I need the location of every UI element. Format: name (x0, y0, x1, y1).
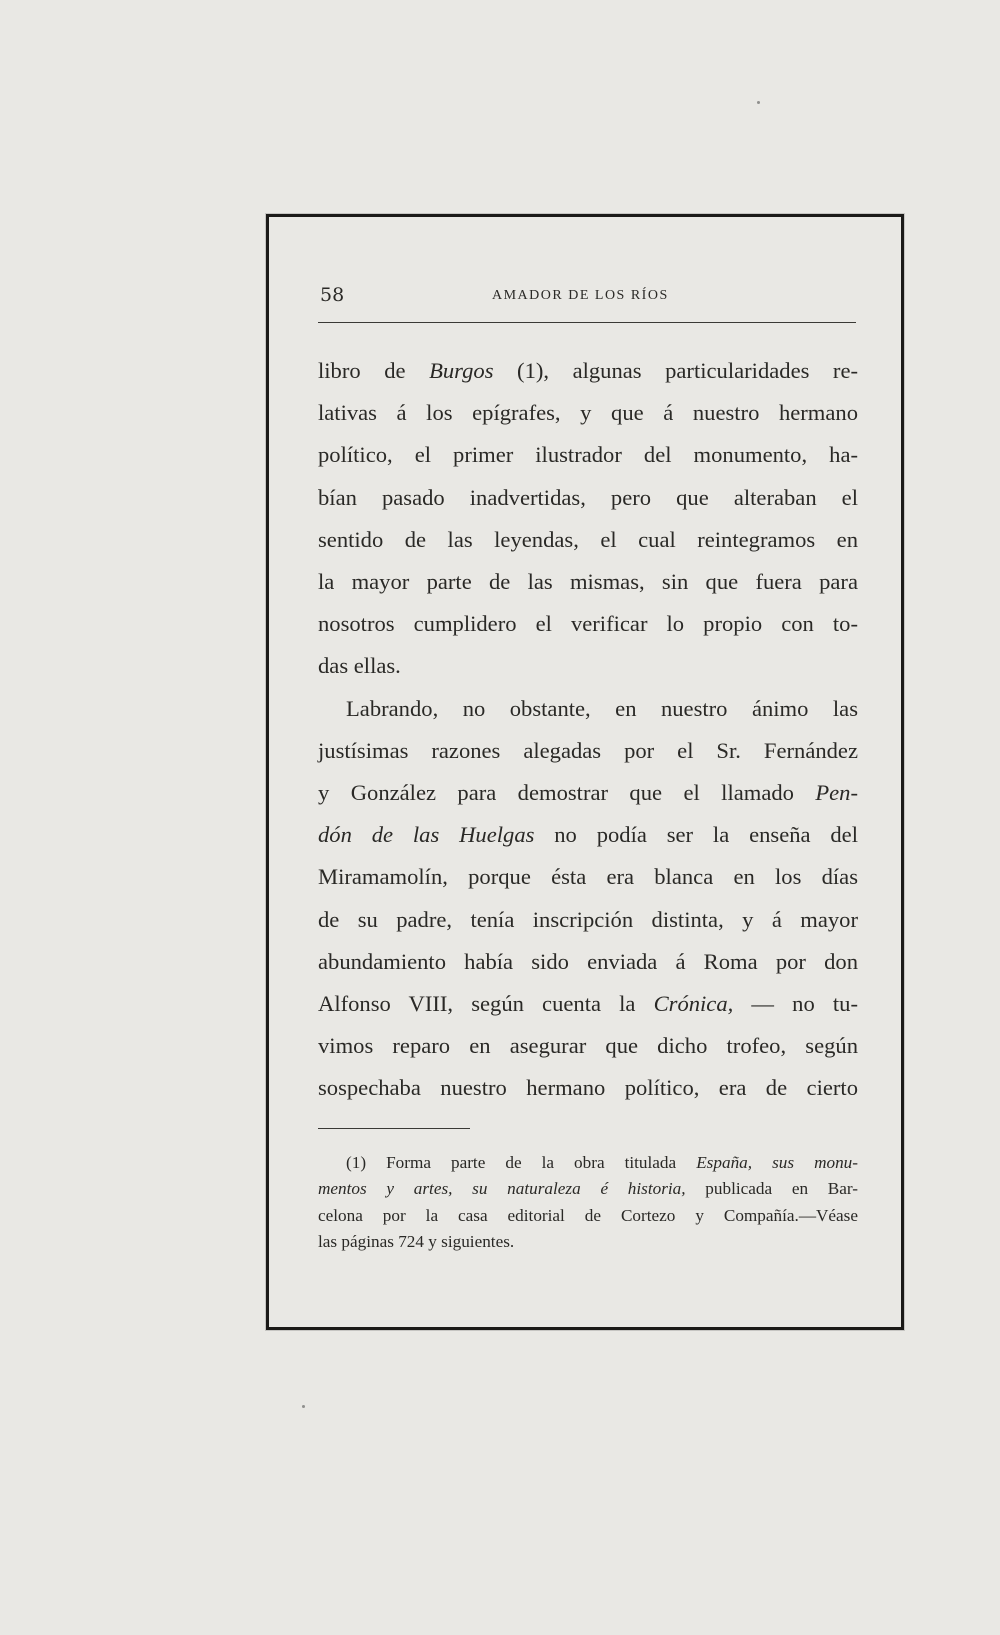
text-line (318, 730, 858, 772)
text-run: vimos reparo en asegurar que dicho trofeo, según (318, 1033, 858, 1059)
text-line (318, 392, 858, 434)
text-run: libro de (318, 358, 430, 383)
text-line (318, 477, 858, 519)
text-run: justísimas razones alegadas por el Sr. Fernández (318, 737, 858, 763)
footnote-line (318, 1203, 858, 1229)
footnotes (318, 1150, 858, 1256)
text-run: (1), algunas particularidades re- (493, 358, 858, 383)
text-line (318, 603, 858, 645)
italic-text: España, sus monu- (696, 1153, 858, 1172)
text-line (318, 645, 858, 687)
text-run: y González para demostrar que el llamado (318, 780, 816, 806)
text-run: celona por la casa editorial de Cortezo y Compañía.—Véase (318, 1205, 858, 1225)
paper-speck (757, 101, 760, 104)
paper-speck (302, 1405, 305, 1408)
text-run: Alfonso VIII, según cuenta la (318, 991, 654, 1017)
italic-text: Pen- (815, 780, 858, 806)
text-line (318, 983, 858, 1025)
italic-text: Burgos (429, 358, 494, 383)
italic-text: mentos y artes, su naturaleza é historia, (318, 1179, 686, 1199)
text-line (318, 1025, 858, 1067)
text-run: de su padre, tenía inscripción distinta, y á mayor (318, 906, 858, 932)
italic-text: dón de las Huelgas (318, 822, 535, 848)
text-run: — no tu- (733, 991, 858, 1017)
text-line (318, 519, 858, 561)
running-title: AMADOR DE LOS RÍOS (492, 288, 669, 303)
text-run: (1) Forma parte de la obra titulada (346, 1153, 697, 1172)
italic-text: Crónica, (653, 991, 734, 1017)
body-text (318, 350, 858, 1110)
text-line (318, 856, 858, 898)
text-run: sentido de las leyendas, el cual reintegramos en (318, 526, 858, 552)
footnote-line (318, 1150, 858, 1176)
text-line (318, 772, 858, 814)
text-run: Miramamolín, porque ésta era blanca en los días (318, 864, 858, 890)
text-line (318, 561, 858, 603)
text-line (318, 688, 858, 730)
text-run: no podía ser la enseña del (534, 822, 858, 848)
footnote-line (318, 1229, 858, 1255)
footnote-rule (318, 1128, 470, 1129)
text-run: publicada en Bar- (685, 1179, 858, 1199)
running-header (320, 284, 876, 308)
text-run: Labrando, no obstante, en nuestro ánimo las (346, 695, 858, 721)
header-rule (318, 322, 856, 323)
text-run: político, el primer ilustrador del monumento, ha- (318, 442, 858, 468)
text-line (318, 814, 858, 856)
text-run: lativas á los epígrafes, y que á nuestro hermano (318, 400, 858, 426)
text-line (318, 941, 858, 983)
text-line (318, 350, 858, 392)
text-run: bían pasado inadvertidas, pero que alteraban el (318, 484, 858, 510)
text-run: das ellas. (318, 653, 401, 679)
text-run: nosotros cumplidero el verificar lo propio con to- (318, 611, 858, 637)
text-run: sospechaba nuestro hermano político, era de cierto (318, 1075, 858, 1101)
text-line (318, 1067, 858, 1109)
text-run: abundamiento había sido enviada á Roma por don (318, 948, 858, 974)
page-number: 58 (320, 284, 345, 306)
footnote-line (318, 1176, 858, 1202)
text-run: la mayor parte de las mismas, sin que fuera para (318, 569, 858, 595)
text-run: las páginas 724 y siguientes. (318, 1232, 515, 1252)
text-line (318, 899, 858, 941)
text-line (318, 434, 858, 476)
